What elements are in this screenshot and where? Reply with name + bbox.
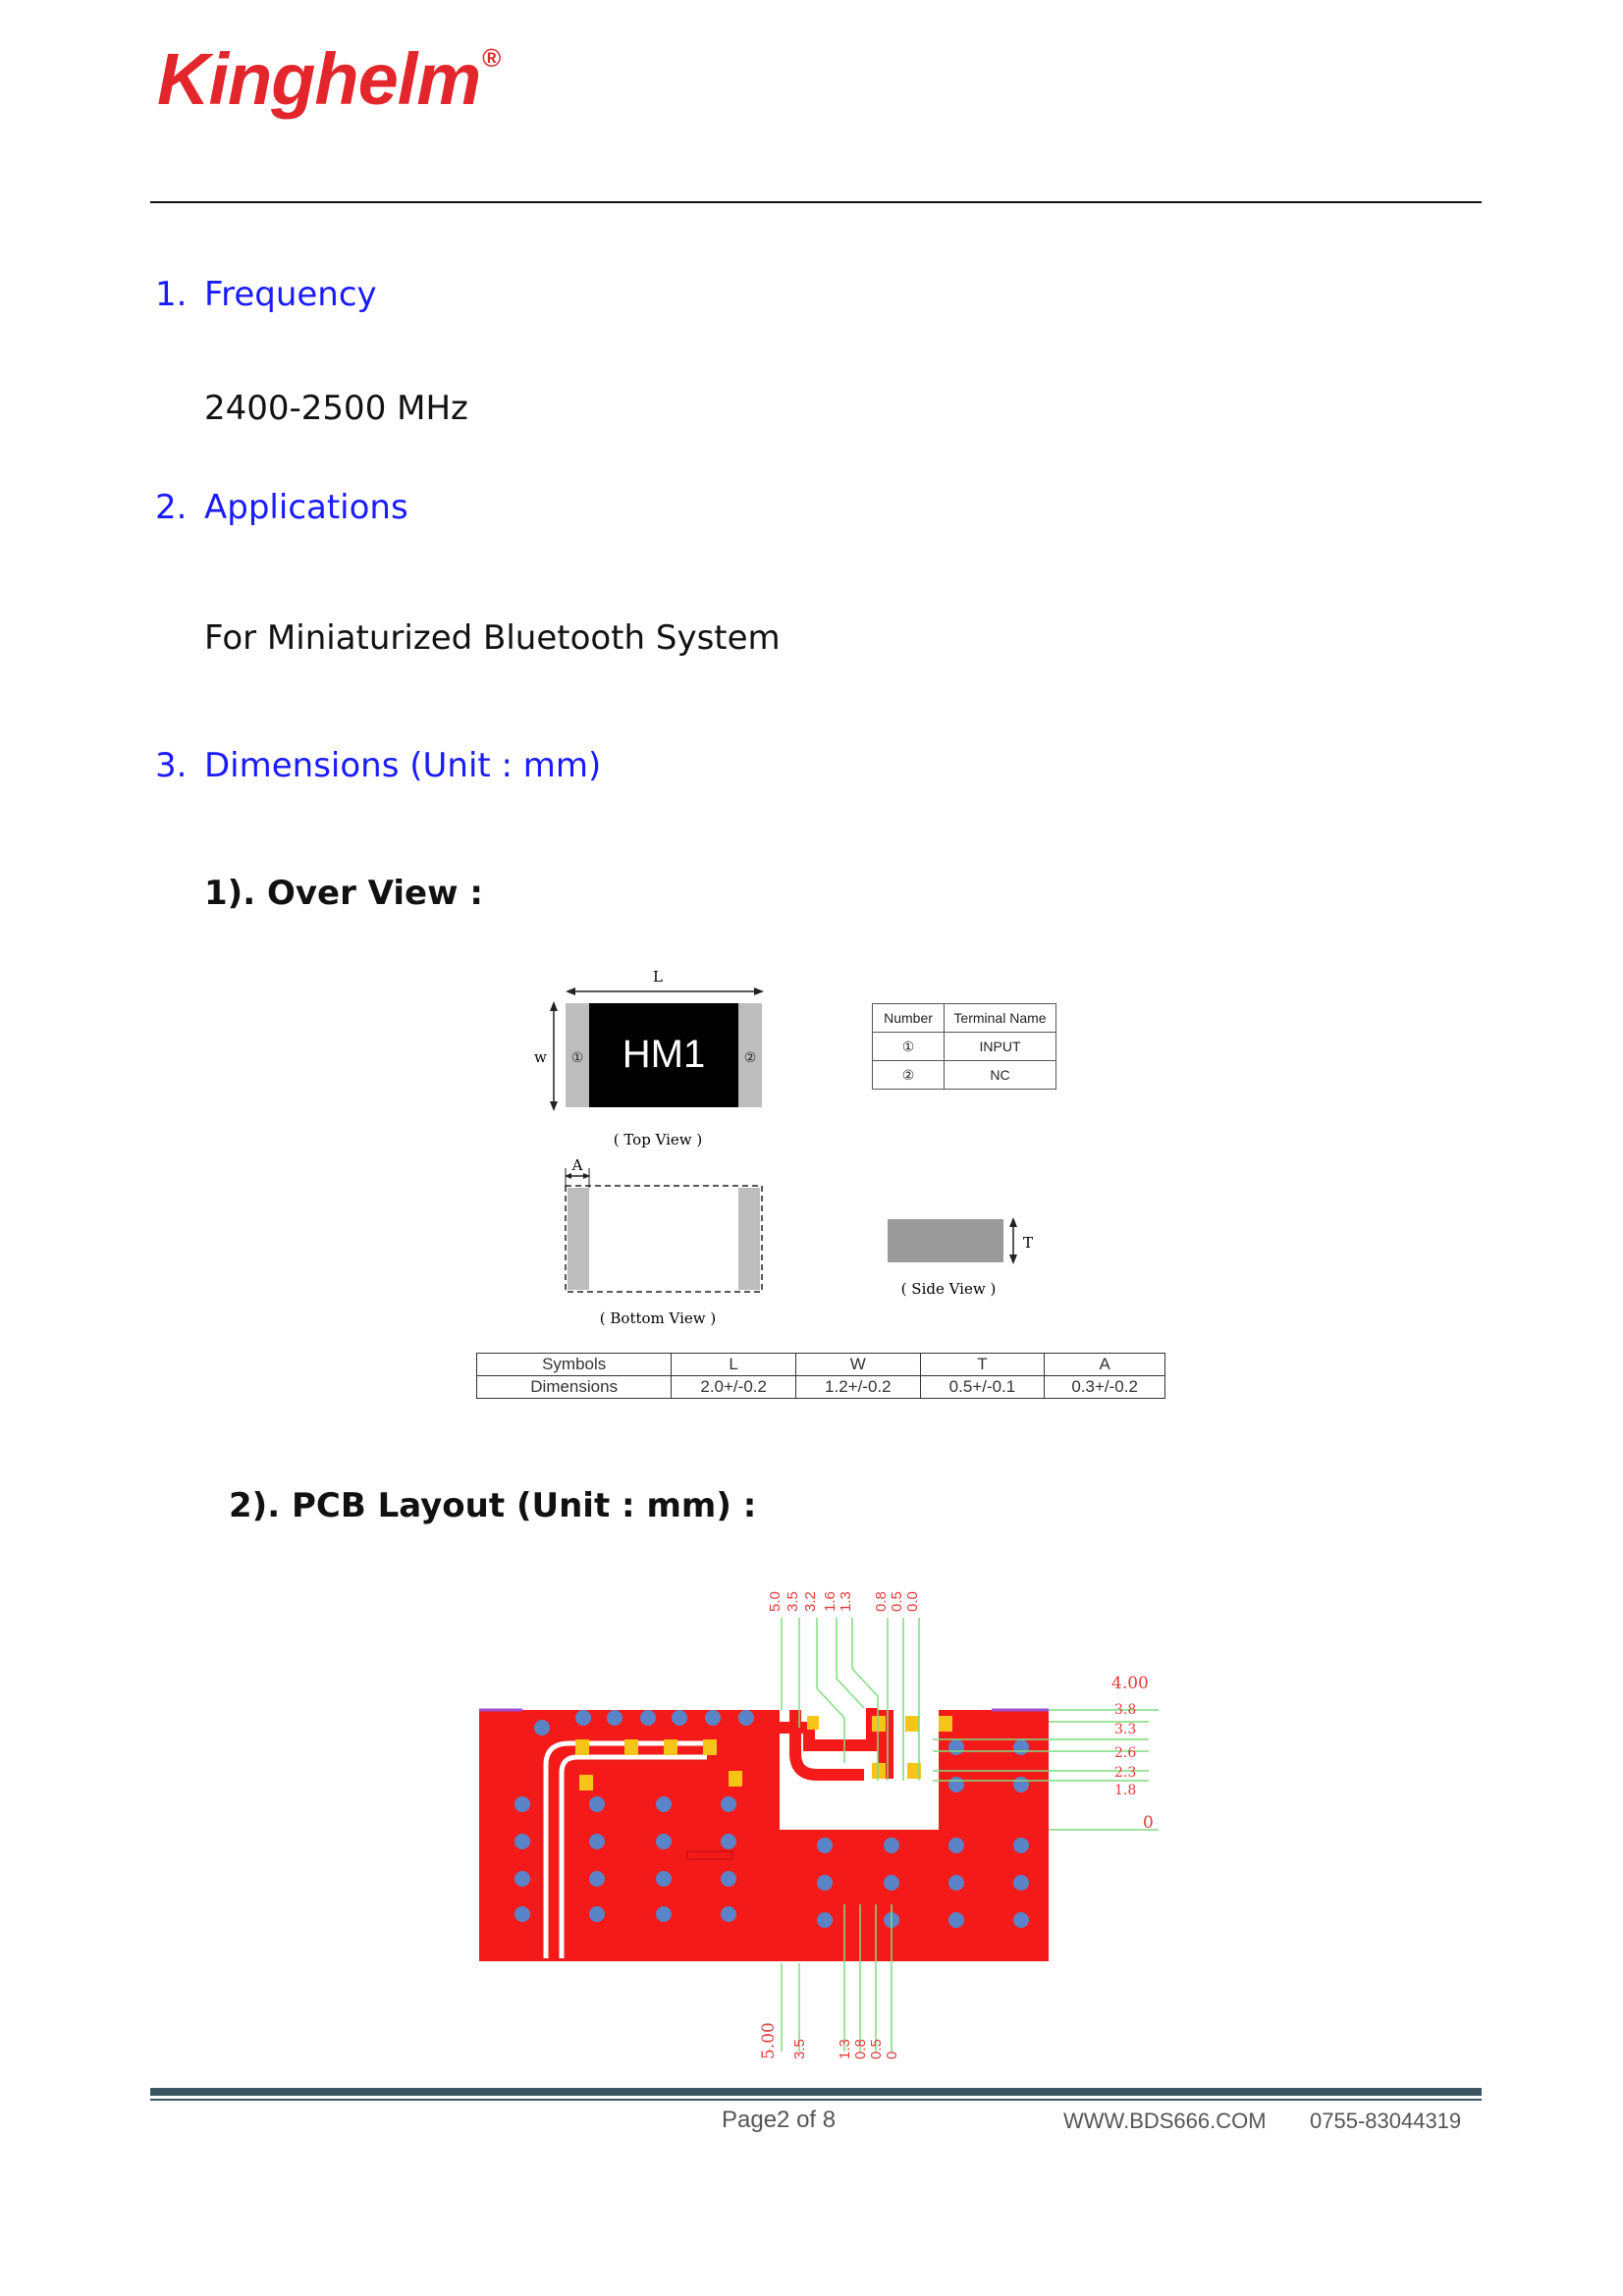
pcb-bottom-label: 3.5 bbox=[791, 2039, 808, 2059]
pcb-bottom-label: 1.3 bbox=[837, 2039, 853, 2059]
pcb-pad bbox=[905, 1716, 919, 1732]
table-cell: 2.0+/-0.2 bbox=[672, 1376, 796, 1399]
footer-rule-thin bbox=[150, 2099, 1482, 2101]
section-number: 1. bbox=[155, 275, 188, 314]
pcb-top-label: 0.5 bbox=[889, 1591, 905, 1612]
footer-phone: 0755-83044319 bbox=[1310, 2109, 1462, 2133]
chip-marking: HM1 bbox=[622, 1033, 706, 1076]
dim-T-arrow-top bbox=[1009, 1217, 1017, 1227]
dim-A-label: A bbox=[571, 1156, 583, 1174]
table-cell: INPUT bbox=[945, 1033, 1056, 1061]
pcb-layout-heading: 2). PCB Layout (Unit : mm) : bbox=[229, 1486, 757, 1525]
pcb-bottom-label: 0.5 bbox=[868, 2039, 885, 2059]
pcb-bottom-label: 5.00 bbox=[759, 2022, 779, 2059]
pcb-pad bbox=[807, 1716, 819, 1730]
overview-heading: 1). Over View : bbox=[204, 874, 483, 913]
pcb-right-label: 3.3 bbox=[1114, 1722, 1137, 1737]
pcb-top-label: 0.0 bbox=[904, 1591, 921, 1612]
bottom-terminal-left bbox=[568, 1188, 589, 1290]
bottom-outline bbox=[566, 1186, 762, 1292]
pin2-label: ② bbox=[743, 1050, 757, 1066]
pcb-top-label: 3.2 bbox=[802, 1591, 819, 1612]
pcb-pad bbox=[703, 1739, 717, 1755]
dim-L-arrow-left bbox=[566, 988, 575, 995]
pcb-pad bbox=[872, 1763, 886, 1779]
registered-mark: ® bbox=[482, 43, 501, 73]
pcb-top-label: 1.6 bbox=[822, 1591, 839, 1612]
pcb-pad bbox=[624, 1739, 638, 1755]
pcb-top-label: 3.5 bbox=[784, 1591, 801, 1612]
table-row bbox=[873, 1033, 1056, 1061]
table-header: Terminal Name bbox=[945, 1004, 1056, 1033]
brand-name: Kinghelm bbox=[157, 38, 481, 120]
table-row bbox=[873, 1061, 1056, 1090]
dim-W-arrow-top bbox=[550, 1001, 558, 1011]
pcb-pad bbox=[664, 1739, 677, 1755]
dim-L-arrow-right bbox=[754, 988, 764, 995]
frequency-value: 2400-2500 MHz bbox=[204, 389, 468, 428]
table-cell: W bbox=[795, 1354, 920, 1376]
page-number: Page2 of 8 bbox=[722, 2107, 837, 2133]
table-row bbox=[873, 1004, 1056, 1033]
pcb-right-label: 2.6 bbox=[1114, 1745, 1137, 1761]
brand-logo bbox=[157, 37, 500, 121]
pcb-top-labels bbox=[767, 1591, 921, 1612]
section-applications-heading bbox=[155, 488, 408, 527]
table-cell: 0.5+/-0.1 bbox=[920, 1376, 1045, 1399]
section-title: Dimensions (Unit : mm) bbox=[204, 746, 602, 785]
header-rule bbox=[150, 201, 1482, 203]
table-cell: T bbox=[920, 1354, 1045, 1376]
pin1-label: ① bbox=[570, 1050, 584, 1066]
pcb-layout-drawing bbox=[471, 1571, 1178, 2071]
pcb-top-dim-lines bbox=[782, 1618, 919, 1781]
bottom-terminal-right bbox=[738, 1188, 760, 1290]
pcb-right-label: 3.8 bbox=[1114, 1702, 1137, 1718]
side-view-body bbox=[888, 1219, 1003, 1262]
table-cell: L bbox=[672, 1354, 796, 1376]
dim-T-arrow-bottom bbox=[1009, 1255, 1017, 1264]
table-cell: Dimensions bbox=[477, 1376, 672, 1399]
pcb-right-label: 2.3 bbox=[1114, 1765, 1137, 1781]
applications-text: For Miniaturized Bluetooth System bbox=[204, 618, 781, 658]
pcb-right-label: 4.00 bbox=[1111, 1674, 1149, 1693]
overview-drawing bbox=[511, 962, 1178, 1325]
section-title: Applications bbox=[204, 488, 408, 527]
dim-W-label: w bbox=[534, 1048, 547, 1066]
pcb-right-label: 1.8 bbox=[1114, 1783, 1137, 1798]
table-cell: A bbox=[1045, 1354, 1165, 1376]
dimensions-table bbox=[476, 1353, 1165, 1399]
table-row bbox=[477, 1376, 1165, 1399]
section-dimensions-heading bbox=[155, 746, 601, 785]
pcb-top-label: 5.0 bbox=[767, 1591, 784, 1612]
table-header: Number bbox=[873, 1004, 945, 1033]
table-cell: 1.2+/-0.2 bbox=[795, 1376, 920, 1399]
footer-website: WWW.BDS666.COM bbox=[1063, 2109, 1267, 2133]
table-row bbox=[477, 1354, 1165, 1376]
section-number: 3. bbox=[155, 746, 188, 785]
section-number: 2. bbox=[155, 488, 188, 527]
table-cell: ① bbox=[873, 1033, 945, 1061]
bottom-view-caption: ( Bottom View ) bbox=[599, 1309, 717, 1325]
pcb-pad bbox=[729, 1771, 742, 1787]
terminal-table bbox=[872, 1003, 1056, 1090]
pcb-top-label: 0.8 bbox=[873, 1591, 890, 1612]
table-cell: Symbols bbox=[477, 1354, 672, 1376]
section-title: Frequency bbox=[204, 275, 377, 314]
pcb-bottom-labels bbox=[759, 2022, 900, 2059]
pcb-pad bbox=[872, 1716, 886, 1732]
pcb-pad bbox=[575, 1739, 589, 1755]
pcb-pad bbox=[939, 1716, 952, 1732]
side-view-caption: ( Side View ) bbox=[900, 1280, 997, 1298]
dim-T-label: T bbox=[1023, 1234, 1034, 1252]
pcb-bottom-label: 0 bbox=[884, 2051, 900, 2059]
footer-rule bbox=[150, 2088, 1482, 2096]
pcb-top-label: 1.3 bbox=[838, 1591, 854, 1612]
top-view-caption: ( Top View ) bbox=[613, 1131, 703, 1148]
dim-W-arrow-bottom bbox=[550, 1101, 558, 1111]
section-frequency-heading bbox=[155, 275, 377, 314]
table-cell: ② bbox=[873, 1061, 945, 1090]
pcb-right-labels bbox=[1111, 1674, 1154, 1833]
dim-L-label: L bbox=[653, 968, 663, 986]
table-cell: 0.3+/-0.2 bbox=[1045, 1376, 1165, 1399]
pcb-pad bbox=[579, 1775, 593, 1790]
table-cell: NC bbox=[945, 1061, 1056, 1090]
pcb-right-label: 0 bbox=[1143, 1813, 1154, 1833]
pcb-bottom-label: 0.8 bbox=[852, 2039, 869, 2059]
